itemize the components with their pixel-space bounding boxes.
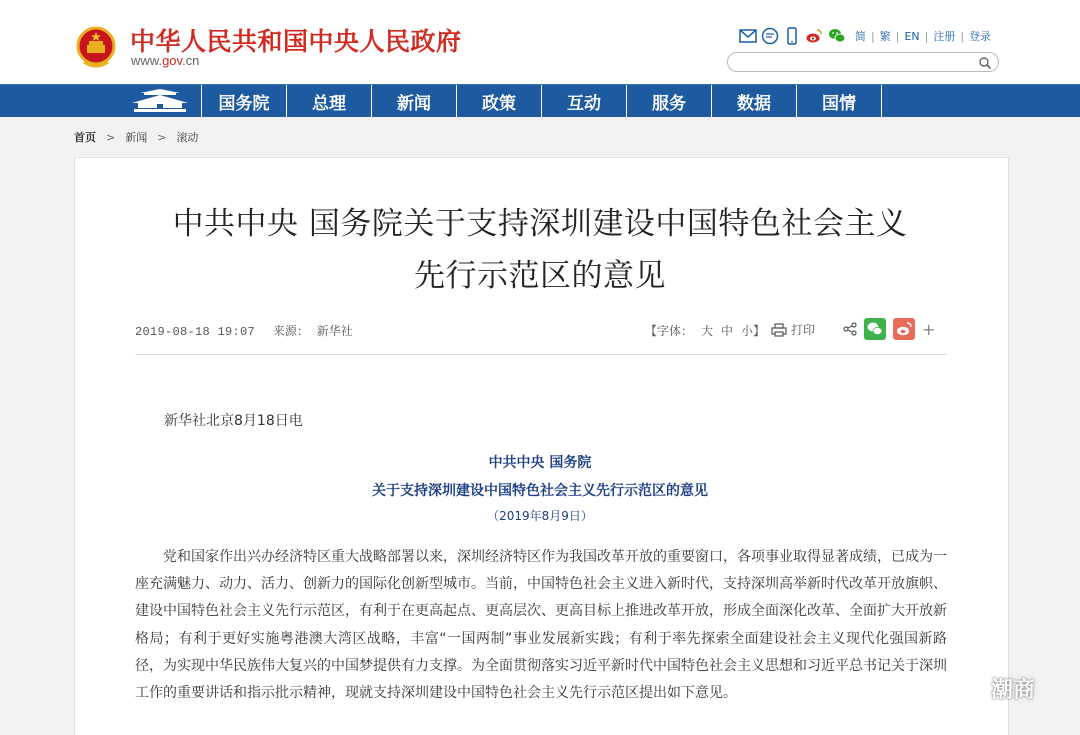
separator: | — [895, 29, 900, 43]
mobile-icon[interactable] — [783, 27, 801, 45]
breadcrumb-home[interactable]: 首页 — [74, 131, 96, 144]
site-header — [0, 0, 1080, 84]
article-meta — [135, 322, 353, 339]
font-size-label: 【字体： — [645, 324, 694, 338]
watermark — [945, 673, 1035, 704]
separator: | — [924, 29, 929, 43]
nav-item-news[interactable]: 新闻 — [372, 85, 457, 117]
font-size-large-button[interactable]: 大 — [701, 324, 714, 338]
chat-icon[interactable] — [761, 27, 779, 45]
site-title[interactable]: 中华人民共和国中央人民政府 — [130, 27, 462, 56]
url-suffix: .cn — [182, 53, 200, 68]
wechat-watermark-icon — [945, 674, 985, 704]
nav-item-services[interactable]: 服务 — [627, 85, 712, 117]
wechat-share-icon[interactable] — [864, 318, 886, 340]
source-name: 新华社 — [316, 324, 353, 338]
url-prefix: www. — [131, 53, 163, 68]
tiananmen-icon — [130, 89, 190, 113]
print-label: 打印 — [791, 323, 816, 337]
printer-icon — [771, 323, 787, 337]
article-title-line2: 先行示范区的意见 — [414, 258, 666, 294]
font-size-control — [645, 322, 765, 339]
login-link[interactable]: 登录 — [969, 30, 992, 43]
nav-items — [202, 85, 882, 117]
breadcrumb — [74, 129, 198, 145]
header-tools — [739, 26, 995, 46]
publish-date: 2019-08-18 19:07 — [135, 325, 256, 339]
sub-title-document: 关于支持深圳建设中国特色社会主义先行示范区的意见 — [372, 483, 708, 499]
nav-home-button[interactable] — [118, 85, 202, 117]
watermark-text: 潮商 — [991, 678, 1036, 703]
weibo-icon[interactable] — [805, 27, 823, 45]
chevron-right-icon: > — [106, 130, 116, 144]
article-title-line1: 中共中央 国务院关于支持深圳建设中国特色社会主义 — [172, 206, 908, 242]
share-icon[interactable] — [843, 322, 857, 336]
breadcrumb-rolling[interactable]: 滚动 — [176, 131, 199, 144]
print-button[interactable] — [771, 321, 815, 338]
article-title — [0, 198, 1080, 302]
lang-traditional-link[interactable]: 繁 — [879, 30, 891, 43]
nav-item-policy[interactable]: 政策 — [457, 85, 542, 117]
breadcrumb-news[interactable]: 新闻 — [125, 131, 148, 144]
sub-title-issuer: 中共中央 国务院 — [488, 455, 592, 471]
main-nav — [0, 84, 1080, 117]
font-size-medium-button[interactable]: 中 — [721, 324, 734, 338]
lang-english-link[interactable]: EN — [904, 29, 920, 43]
share-bar — [843, 318, 935, 340]
sub-title-date: （2019年8月9日） — [487, 509, 593, 523]
nav-item-national-info[interactable]: 国情 — [797, 85, 882, 117]
nav-item-interaction[interactable]: 互动 — [542, 85, 627, 117]
register-link[interactable]: 注册 — [933, 30, 956, 43]
wechat-icon[interactable] — [827, 27, 847, 45]
lang-simplified-link[interactable]: 简 — [855, 30, 866, 43]
url-brand: gov — [162, 53, 183, 68]
search-box — [727, 52, 999, 72]
article-paragraph: 党和国家作出兴办经济特区重大战略部署以来，深圳经济特区作为我国改革开放的重要窗口，各项事业取得显著成绩，已成为一座充满魅力、动力、活力、创新力的国际化创新型城市。当前，中国特色社会主义进入新时代，支持深圳高举新时代改革开放旗帜、建设中国特色社会主义先行示范区，有利于在更高起点、更高层次、更高目标上推进改革开放，形成全面深化改革、全面扩大开放新格局；有利于更好实施粤港澳大湾区战略，丰富“一国两制”事业发展新实践；有利于率先探索全面建设社会主义现代化强国新路径，为实现中华民族伟大复兴的中国梦提供有力支撑。为全面贯彻落实习近平新时代中国特色社会主义思想和习近平总书记关于深圳工作的重要讲话和指示批示精神，现就支持深圳建设中国特色社会主义先行示范区提出如下意见。 — [135, 549, 947, 702]
chevron-right-icon: > — [157, 130, 167, 144]
font-size-small-button[interactable]: 小】 — [741, 324, 766, 338]
nav-item-premier[interactable]: 总理 — [287, 85, 372, 117]
national-emblem-icon[interactable] — [76, 26, 116, 70]
weibo-share-icon[interactable] — [893, 318, 915, 340]
site-url[interactable] — [131, 53, 199, 68]
more-share-button[interactable]: + — [922, 319, 936, 339]
search-icon[interactable] — [978, 56, 992, 70]
source-label: 来源： — [272, 324, 309, 338]
separator: | — [960, 29, 965, 43]
separator: | — [871, 29, 875, 43]
nav-item-state-council[interactable]: 国务院 — [202, 85, 287, 117]
mail-icon[interactable] — [739, 27, 757, 45]
search-input[interactable] — [738, 55, 968, 69]
dateline: 新华社北京8月18日电 — [164, 413, 303, 429]
nav-item-data[interactable]: 数据 — [712, 85, 797, 117]
meta-divider — [135, 354, 947, 355]
